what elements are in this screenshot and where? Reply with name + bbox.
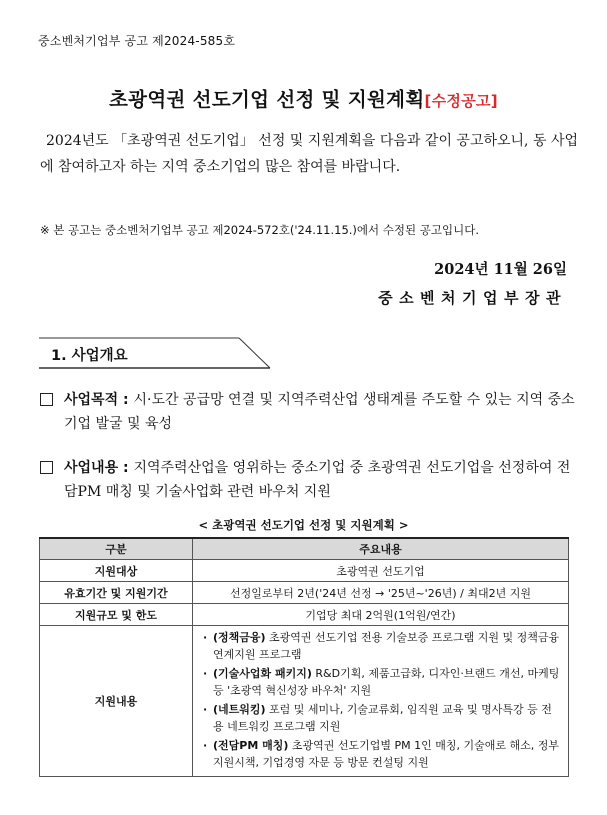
table-header-category: 구분 [40, 538, 193, 560]
overview-item-purpose [40, 388, 580, 436]
row-key: 지원내용 [40, 626, 193, 777]
row-key: 유효기간 및 지원기간 [40, 582, 193, 604]
item-label: 사업내용 [64, 460, 119, 476]
bullet-label: (정책금융) [213, 631, 266, 644]
title-text: 초광역권 선도기업 선정 및 지원계획 [109, 88, 425, 111]
title-revision-tag: [수정공고] [424, 92, 498, 110]
overview-item-content [40, 456, 580, 504]
bullet-label: (전담PM 매칭) [213, 739, 289, 752]
item-separator: : [118, 392, 134, 408]
intro-paragraph [40, 128, 578, 180]
row-value: 초광역권 선도기업 [193, 560, 569, 582]
support-bullet-list [193, 626, 569, 777]
row-value: 기업당 최대 2억원(1억원/연간) [193, 604, 569, 626]
notice-date: 2024년 11월 26일 [434, 261, 567, 278]
table-row-support [40, 626, 569, 777]
item-text: 시·도간 공급망 연결 및 지역주력산업 생태계를 주도할 수 있는 지역 중소기업 발굴 및 육성 [64, 392, 575, 432]
row-key: 지원규모 및 한도 [40, 604, 193, 626]
section-heading [39, 337, 271, 369]
item-separator: : [118, 460, 134, 476]
section-heading-text: 1. 사업개요 [51, 348, 128, 364]
table-caption: < 초광역권 선도기업 선정 및 지원계획 > [198, 518, 409, 532]
row-value: 선정일로부터 2년('24년 선정 → '25년~'26년) / 최대2년 지원 [193, 582, 569, 604]
table-row [40, 582, 569, 604]
notice-number: 중소벤처기업부 공고 제2024-585호 [38, 34, 236, 48]
bullet-text: 포럼 및 세미나, 기술교류회, 임직원 교육 및 명사특강 등 전용 네트워킹 프로그램 지원 [213, 703, 552, 733]
table-header-content: 주요내용 [193, 538, 569, 560]
support-bullet [203, 737, 562, 771]
bullet-label: (네트워킹) [213, 703, 266, 716]
support-plan-table [39, 537, 569, 777]
intro-text: 2024년도 「초광역권 선도기업」 선정 및 지원계획을 다음과 같이 공고하오니, 동 사업에 참여하고자 하는 지역 중소기업의 많은 참여를 바랍니다. [40, 133, 578, 175]
item-label: 사업목적 [64, 392, 119, 408]
support-bullet [203, 629, 562, 663]
table-row [40, 604, 569, 626]
item-text: 지역주력산업을 영위하는 중소기업 중 초광역권 선도기업을 선정하여 전담PM 매칭 및 기술사업화 관련 바우처 지원 [64, 460, 571, 500]
table-row [40, 560, 569, 582]
support-bullet [203, 701, 562, 735]
support-bullet [203, 665, 562, 699]
checkbox-square-icon [40, 461, 53, 474]
table-header-row [40, 538, 569, 560]
bullet-text: 초광역권 선도기업별 PM 1인 매칭, 기술애로 해소, 정부지원시책, 기업경영 자문 등 방문 컨설팅 지원 [213, 739, 560, 769]
bullet-label: (기술사업화 패키지) [213, 667, 312, 680]
checkbox-square-icon [40, 393, 53, 406]
revision-note: ※ 본 공고는 중소벤처기업부 공고 제2024-572호('24.11.15.)에서 수정된 공고입니다. [40, 223, 479, 237]
bullet-text: 초광역권 선도기업 전용 기술보증 프로그램 지원 및 정책금융 연계지원 프로그램 [213, 631, 560, 661]
row-key: 지원대상 [40, 560, 193, 582]
ministry-name: 중소벤처기업부장관 [378, 289, 567, 307]
page-title [0, 84, 607, 112]
bullet-text: R&D기획, 제품고급화, 디자인·브랜드 개선, 마케팅 등 '초광역 혁신성장 바우처' 지원 [213, 667, 560, 697]
